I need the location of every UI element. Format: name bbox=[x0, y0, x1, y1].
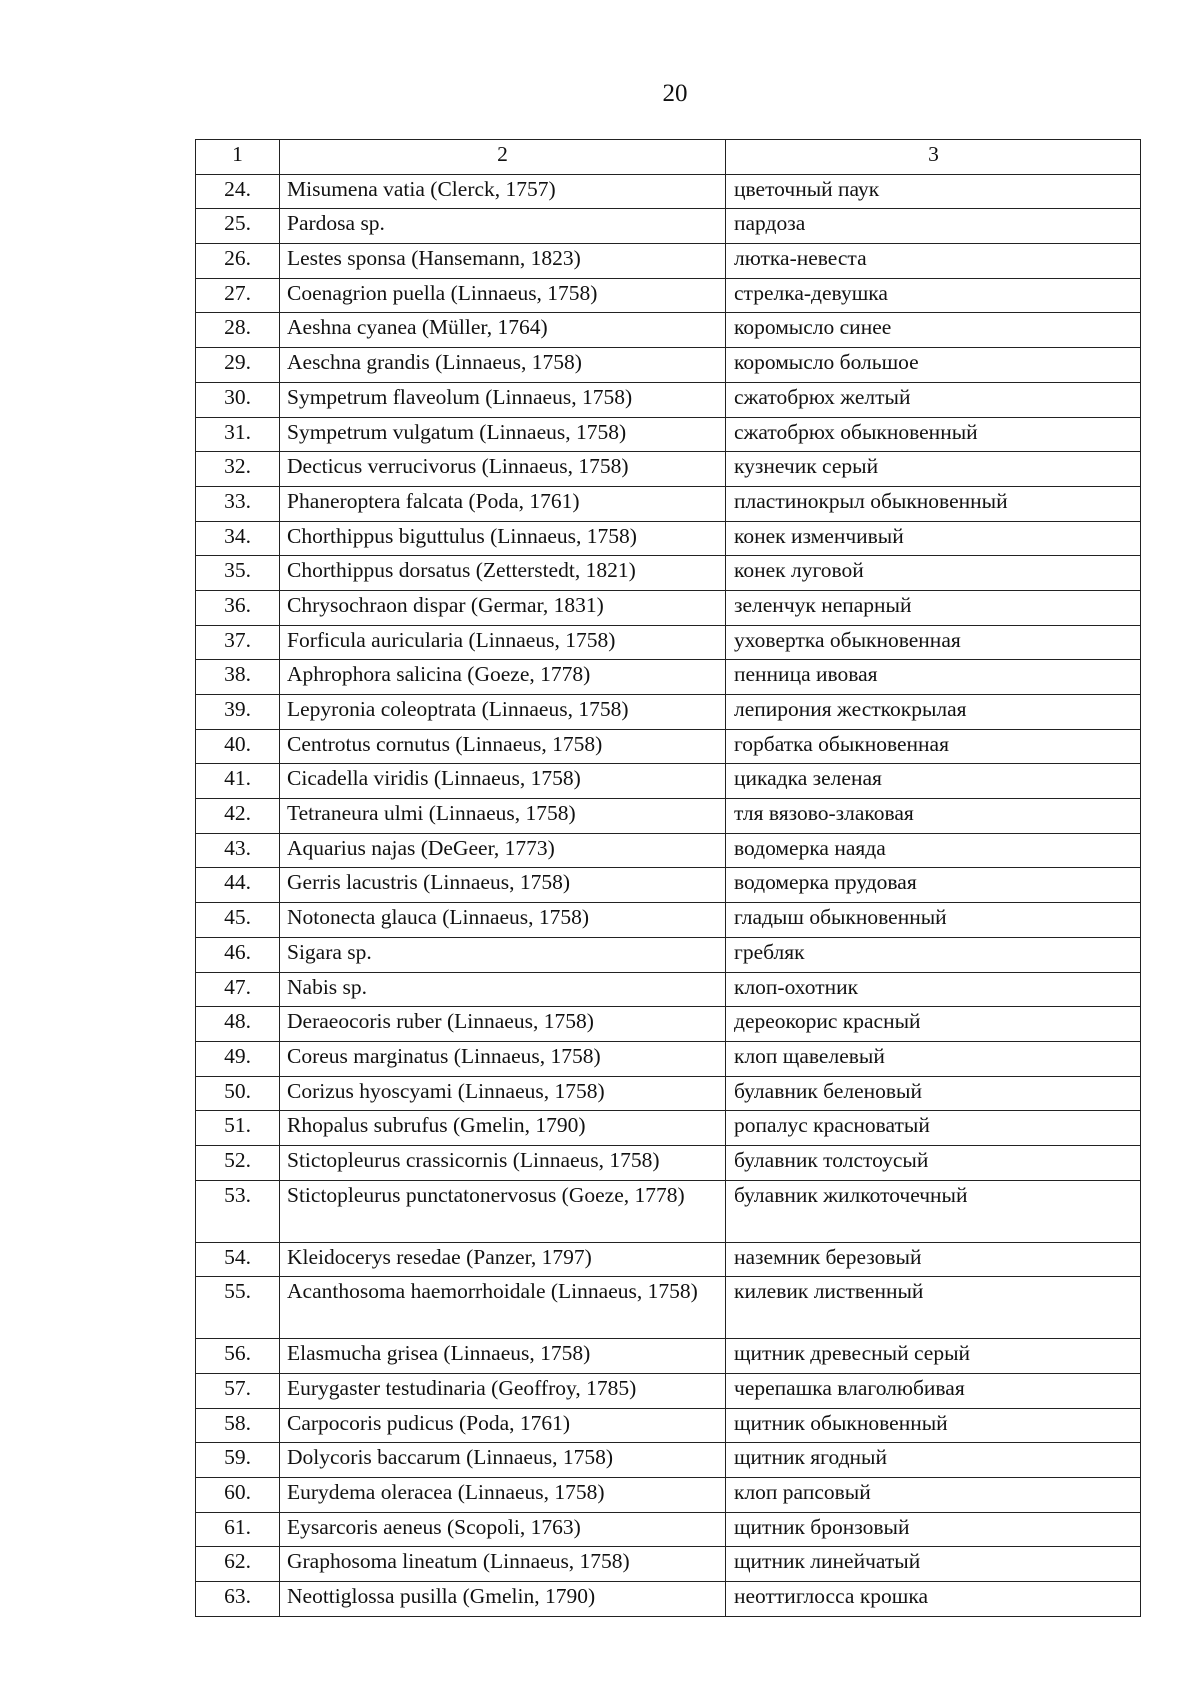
latin-name-cell: Acanthosoma haemorrhoidale (Linnaeus, 1758) bbox=[280, 1277, 726, 1339]
row-number-cell: 46. bbox=[196, 937, 280, 972]
table-row bbox=[196, 1111, 1141, 1146]
row-number-cell: 55. bbox=[196, 1277, 280, 1339]
table-row bbox=[196, 1374, 1141, 1409]
latin-name-cell: Chrysochraon dispar (Germar, 1831) bbox=[280, 590, 726, 625]
row-number-cell: 50. bbox=[196, 1076, 280, 1111]
row-number-cell: 60. bbox=[196, 1478, 280, 1513]
table-row bbox=[196, 521, 1141, 556]
russian-name-cell: щитник ягодный bbox=[726, 1443, 1141, 1478]
latin-name-cell: Tetraneura ulmi (Linnaeus, 1758) bbox=[280, 799, 726, 834]
russian-name-cell: конек луговой bbox=[726, 556, 1141, 591]
row-number-cell: 25. bbox=[196, 209, 280, 244]
row-number-cell: 48. bbox=[196, 1007, 280, 1042]
row-number-cell: 31. bbox=[196, 417, 280, 452]
latin-name-cell: Phaneroptera falcata (Poda, 1761) bbox=[280, 486, 726, 521]
column-header-russian-name: 3 bbox=[726, 140, 1141, 175]
latin-name-cell: Deraeocoris ruber (Linnaeus, 1758) bbox=[280, 1007, 726, 1042]
latin-name-cell: Kleidocerys resedae (Panzer, 1797) bbox=[280, 1242, 726, 1277]
latin-name-cell: Eurydema oleracea (Linnaeus, 1758) bbox=[280, 1478, 726, 1513]
latin-name-cell: Aquarius najas (DeGeer, 1773) bbox=[280, 833, 726, 868]
russian-name-cell: кузнечик серый bbox=[726, 452, 1141, 487]
russian-name-cell: водомерка прудовая bbox=[726, 868, 1141, 903]
latin-name-cell: Elasmucha grisea (Linnaeus, 1758) bbox=[280, 1339, 726, 1374]
latin-name-cell: Stictopleurus crassicornis (Linnaeus, 1758) bbox=[280, 1145, 726, 1180]
row-number-cell: 53. bbox=[196, 1180, 280, 1242]
latin-name-cell: Sympetrum flaveolum (Linnaeus, 1758) bbox=[280, 382, 726, 417]
row-number-cell: 33. bbox=[196, 486, 280, 521]
table-row bbox=[196, 729, 1141, 764]
page-number: 20 bbox=[662, 80, 688, 107]
table-row bbox=[196, 972, 1141, 1007]
latin-name-cell: Centrotus cornutus (Linnaeus, 1758) bbox=[280, 729, 726, 764]
russian-name-cell: коромысло синее bbox=[726, 313, 1141, 348]
latin-name-cell: Graphosoma lineatum (Linnaeus, 1758) bbox=[280, 1547, 726, 1582]
row-number-cell: 41. bbox=[196, 764, 280, 799]
table-row bbox=[196, 1277, 1141, 1339]
russian-name-cell: клоп щавелевый bbox=[726, 1041, 1141, 1076]
russian-name-cell: клоп-охотник bbox=[726, 972, 1141, 1007]
russian-name-cell: пластинокрыл обыкновенный bbox=[726, 486, 1141, 521]
russian-name-cell: горбатка обыкновенная bbox=[726, 729, 1141, 764]
table-row bbox=[196, 348, 1141, 383]
latin-name-cell: Coreus marginatus (Linnaeus, 1758) bbox=[280, 1041, 726, 1076]
latin-name-cell: Chorthippus dorsatus (Zetterstedt, 1821) bbox=[280, 556, 726, 591]
table-row bbox=[196, 313, 1141, 348]
russian-name-cell: неоттиглосса крошка bbox=[726, 1582, 1141, 1617]
table-row bbox=[196, 1007, 1141, 1042]
table-row bbox=[196, 1408, 1141, 1443]
latin-name-cell: Pardosa sp. bbox=[280, 209, 726, 244]
row-number-cell: 30. bbox=[196, 382, 280, 417]
table-row bbox=[196, 174, 1141, 209]
row-number-cell: 47. bbox=[196, 972, 280, 1007]
latin-name-cell: Rhopalus subrufus (Gmelin, 1790) bbox=[280, 1111, 726, 1146]
row-number-cell: 27. bbox=[196, 278, 280, 313]
russian-name-cell: зеленчук непарный bbox=[726, 590, 1141, 625]
table-row bbox=[196, 799, 1141, 834]
row-number-cell: 56. bbox=[196, 1339, 280, 1374]
table-row bbox=[196, 452, 1141, 487]
russian-name-cell: щитник обыкновенный bbox=[726, 1408, 1141, 1443]
row-number-cell: 29. bbox=[196, 348, 280, 383]
table-row bbox=[196, 833, 1141, 868]
row-number-cell: 35. bbox=[196, 556, 280, 591]
table-row bbox=[196, 417, 1141, 452]
table-row bbox=[196, 1547, 1141, 1582]
row-number-cell: 51. bbox=[196, 1111, 280, 1146]
russian-name-cell: уховертка обыкновенная bbox=[726, 625, 1141, 660]
row-number-cell: 58. bbox=[196, 1408, 280, 1443]
russian-name-cell: лютка-невеста bbox=[726, 244, 1141, 279]
latin-name-cell: Corizus hyoscyami (Linnaeus, 1758) bbox=[280, 1076, 726, 1111]
row-number-cell: 36. bbox=[196, 590, 280, 625]
russian-name-cell: водомерка наяда bbox=[726, 833, 1141, 868]
table-row bbox=[196, 1478, 1141, 1513]
table-row bbox=[196, 1242, 1141, 1277]
russian-name-cell: наземник березовый bbox=[726, 1242, 1141, 1277]
row-number-cell: 49. bbox=[196, 1041, 280, 1076]
russian-name-cell: тля вязово-злаковая bbox=[726, 799, 1141, 834]
row-number-cell: 43. bbox=[196, 833, 280, 868]
row-number-cell: 37. bbox=[196, 625, 280, 660]
row-number-cell: 38. bbox=[196, 660, 280, 695]
latin-name-cell: Eurygaster testudinaria (Geoffroy, 1785) bbox=[280, 1374, 726, 1409]
row-number-cell: 61. bbox=[196, 1512, 280, 1547]
table-row bbox=[196, 660, 1141, 695]
russian-name-cell: клоп рапсовый bbox=[726, 1478, 1141, 1513]
table-row bbox=[196, 625, 1141, 660]
russian-name-cell: булавник жилкоточечный bbox=[726, 1180, 1141, 1242]
latin-name-cell: Lepyronia coleoptrata (Linnaeus, 1758) bbox=[280, 695, 726, 730]
latin-name-cell: Coenagrion puella (Linnaeus, 1758) bbox=[280, 278, 726, 313]
row-number-cell: 62. bbox=[196, 1547, 280, 1582]
latin-name-cell: Dolycoris baccarum (Linnaeus, 1758) bbox=[280, 1443, 726, 1478]
table-row bbox=[196, 590, 1141, 625]
latin-name-cell: Forficula auricularia (Linnaeus, 1758) bbox=[280, 625, 726, 660]
table-row bbox=[196, 486, 1141, 521]
table-row bbox=[196, 244, 1141, 279]
table-row bbox=[196, 556, 1141, 591]
latin-name-cell: Nabis sp. bbox=[280, 972, 726, 1007]
row-number-cell: 57. bbox=[196, 1374, 280, 1409]
russian-name-cell: сжатобрюх желтый bbox=[726, 382, 1141, 417]
russian-name-cell: щитник линейчатый bbox=[726, 1547, 1141, 1582]
table-row bbox=[196, 868, 1141, 903]
latin-name-cell: Stictopleurus punctatonervosus (Goeze, 1778) bbox=[280, 1180, 726, 1242]
latin-name-cell: Aphrophora salicina (Goeze, 1778) bbox=[280, 660, 726, 695]
row-number-cell: 39. bbox=[196, 695, 280, 730]
russian-name-cell: пардоза bbox=[726, 209, 1141, 244]
latin-name-cell: Chorthippus biguttulus (Linnaeus, 1758) bbox=[280, 521, 726, 556]
column-header-number: 1 bbox=[196, 140, 280, 175]
row-number-cell: 52. bbox=[196, 1145, 280, 1180]
table-row bbox=[196, 1582, 1141, 1617]
table-row bbox=[196, 937, 1141, 972]
row-number-cell: 34. bbox=[196, 521, 280, 556]
table-row bbox=[196, 1512, 1141, 1547]
table-row bbox=[196, 1145, 1141, 1180]
row-number-cell: 32. bbox=[196, 452, 280, 487]
latin-name-cell: Notonecta glauca (Linnaeus, 1758) bbox=[280, 903, 726, 938]
table-row bbox=[196, 382, 1141, 417]
species-table bbox=[195, 139, 1141, 1617]
row-number-cell: 42. bbox=[196, 799, 280, 834]
russian-name-cell: стрелка-девушка bbox=[726, 278, 1141, 313]
russian-name-cell: коромысло большое bbox=[726, 348, 1141, 383]
table-header-row bbox=[196, 140, 1141, 175]
latin-name-cell: Cicadella viridis (Linnaeus, 1758) bbox=[280, 764, 726, 799]
latin-name-cell: Eysarcoris aeneus (Scopoli, 1763) bbox=[280, 1512, 726, 1547]
latin-name-cell: Lestes sponsa (Hansemann, 1823) bbox=[280, 244, 726, 279]
latin-name-cell: Aeschna grandis (Linnaeus, 1758) bbox=[280, 348, 726, 383]
row-number-cell: 28. bbox=[196, 313, 280, 348]
table-row bbox=[196, 1076, 1141, 1111]
latin-name-cell: Decticus verrucivorus (Linnaeus, 1758) bbox=[280, 452, 726, 487]
species-table-body bbox=[196, 140, 1141, 1617]
russian-name-cell: булавник беленовый bbox=[726, 1076, 1141, 1111]
russian-name-cell: щитник древесный серый bbox=[726, 1339, 1141, 1374]
row-number-cell: 45. bbox=[196, 903, 280, 938]
latin-name-cell: Sigara sp. bbox=[280, 937, 726, 972]
table-row bbox=[196, 1180, 1141, 1242]
table-row bbox=[196, 903, 1141, 938]
latin-name-cell: Carpocoris pudicus (Poda, 1761) bbox=[280, 1408, 726, 1443]
russian-name-cell: черепашка влаголюбивая bbox=[726, 1374, 1141, 1409]
russian-name-cell: конек изменчивый bbox=[726, 521, 1141, 556]
row-number-cell: 40. bbox=[196, 729, 280, 764]
row-number-cell: 44. bbox=[196, 868, 280, 903]
table-row bbox=[196, 278, 1141, 313]
russian-name-cell: пенница ивовая bbox=[726, 660, 1141, 695]
russian-name-cell: щитник бронзовый bbox=[726, 1512, 1141, 1547]
latin-name-cell: Misumena vatia (Clerck, 1757) bbox=[280, 174, 726, 209]
latin-name-cell: Neottiglossa pusilla (Gmelin, 1790) bbox=[280, 1582, 726, 1617]
latin-name-cell: Aeshna cyanea (Müller, 1764) bbox=[280, 313, 726, 348]
table-row bbox=[196, 1041, 1141, 1076]
table-row bbox=[196, 1339, 1141, 1374]
row-number-cell: 59. bbox=[196, 1443, 280, 1478]
russian-name-cell: килевик лиственный bbox=[726, 1277, 1141, 1339]
russian-name-cell: гладыш обыкновенный bbox=[726, 903, 1141, 938]
row-number-cell: 63. bbox=[196, 1582, 280, 1617]
latin-name-cell: Sympetrum vulgatum (Linnaeus, 1758) bbox=[280, 417, 726, 452]
russian-name-cell: гребляк bbox=[726, 937, 1141, 972]
table-row bbox=[196, 695, 1141, 730]
russian-name-cell: дереокорис красный bbox=[726, 1007, 1141, 1042]
russian-name-cell: сжатобрюх обыкновенный bbox=[726, 417, 1141, 452]
russian-name-cell: ропалус красноватый bbox=[726, 1111, 1141, 1146]
row-number-cell: 24. bbox=[196, 174, 280, 209]
row-number-cell: 54. bbox=[196, 1242, 280, 1277]
russian-name-cell: цикадка зеленая bbox=[726, 764, 1141, 799]
table-row bbox=[196, 209, 1141, 244]
table-row bbox=[196, 1443, 1141, 1478]
latin-name-cell: Gerris lacustris (Linnaeus, 1758) bbox=[280, 868, 726, 903]
russian-name-cell: булавник толстоусый bbox=[726, 1145, 1141, 1180]
russian-name-cell: лепирония жесткокрылая bbox=[726, 695, 1141, 730]
row-number-cell: 26. bbox=[196, 244, 280, 279]
column-header-latin-name: 2 bbox=[280, 140, 726, 175]
russian-name-cell: цветочный паук bbox=[726, 174, 1141, 209]
table-row bbox=[196, 764, 1141, 799]
